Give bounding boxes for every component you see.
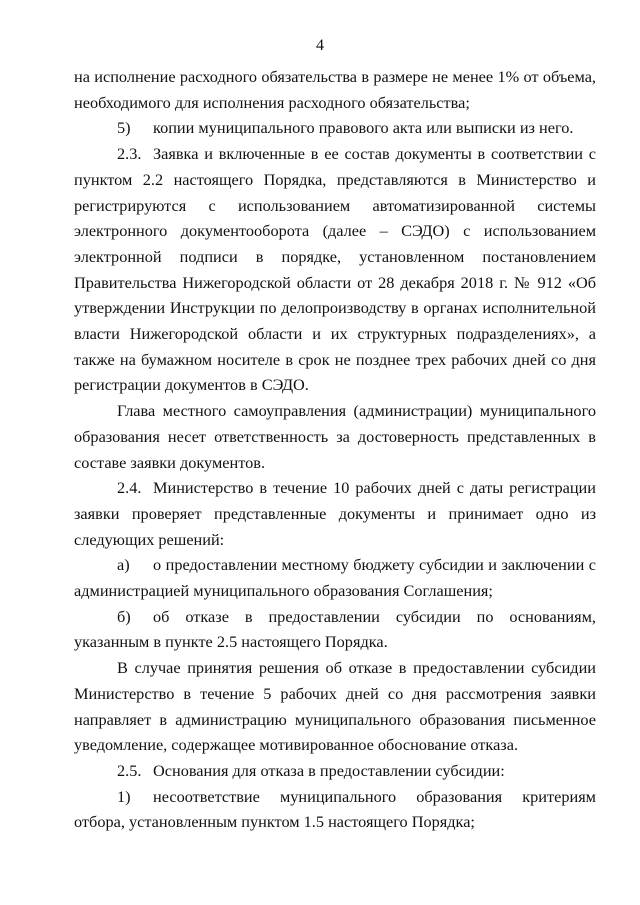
list-item-text: об отказе в предоставлении субсидии по основаниям, указанным в пункте 2.5 настоящего Порядка.	[74, 606, 596, 652]
list-item-marker: 5)	[117, 118, 131, 138]
clause-text: Министерство в течение 10 рабочих дней с даты регистрации заявки проверяет представленные документы и принимает одно из следующих решений:	[74, 478, 596, 549]
list-item-marker: б)	[117, 606, 131, 626]
paragraph-text: на исполнение расходного обязательства в размере не менее 1% от объема, необходимого для исполнения расходного обязательства;	[74, 67, 596, 112]
paragraph-text: В случае принятия решения об отказе в предоставлении субсидии Министерство в течение 5 рабочих дней со дня рассмотрения заявки направляет в администрацию муниципального образования письменное уведомление, содержащее мотивированное обоснование отказа.	[74, 658, 596, 755]
list-item	[74, 115, 596, 141]
list-item	[74, 552, 596, 603]
list-item	[74, 604, 596, 655]
clause-2-5	[74, 758, 596, 784]
paragraph-text: Глава местного самоуправления (администрации) муниципального образования несет ответственность за достоверность представленных в составе заявки документов.	[74, 401, 596, 472]
paragraph-continuation	[74, 64, 596, 115]
clause-2-4	[74, 475, 596, 552]
list-item-text: копии муниципального правового акта или выписки из него.	[153, 118, 574, 138]
list-item-marker: 1)	[117, 786, 131, 806]
clause-text: Заявка и включенные в ее состав документы в соответствии с пунктом 2.2 настоящего Порядка, представляются в Министерство и регистрируются с использованием автоматизированной системы электронного документооборота (далее – СЭДО) с использованием электронной подписи в порядке, установленном постановлением Правительства Нижегородской области от 28 декабря 2018 г. № 912 «Об утверждении Инструкции по делопроизводству в органах исполнительной власти Нижегородской области и их структурных подразделениях», а также на бумажном носителе в срок не позднее трех рабочих дней со дня регистрации документов в СЭДО.	[74, 144, 596, 395]
list-item-marker: а)	[117, 555, 130, 575]
list-item	[74, 784, 596, 835]
document-body	[74, 64, 596, 835]
paragraph	[74, 655, 596, 758]
clause-text: Основания для отказа в предоставлении субсидии:	[153, 760, 505, 780]
clause-number: 2.5.	[117, 760, 142, 780]
clause-2-3	[74, 141, 596, 398]
clause-number: 2.4.	[117, 478, 142, 498]
paragraph	[74, 398, 596, 475]
page-number: 4	[316, 37, 324, 54]
list-item-text: несоответствие муниципального образования критериям отбора, установленным пунктом 1.5 настоящего Порядка;	[74, 786, 596, 832]
clause-number: 2.3.	[117, 144, 142, 164]
list-item-text: о предоставлении местному бюджету субсидии и заключении с администрацией муниципального образования Соглашения;	[74, 555, 596, 601]
